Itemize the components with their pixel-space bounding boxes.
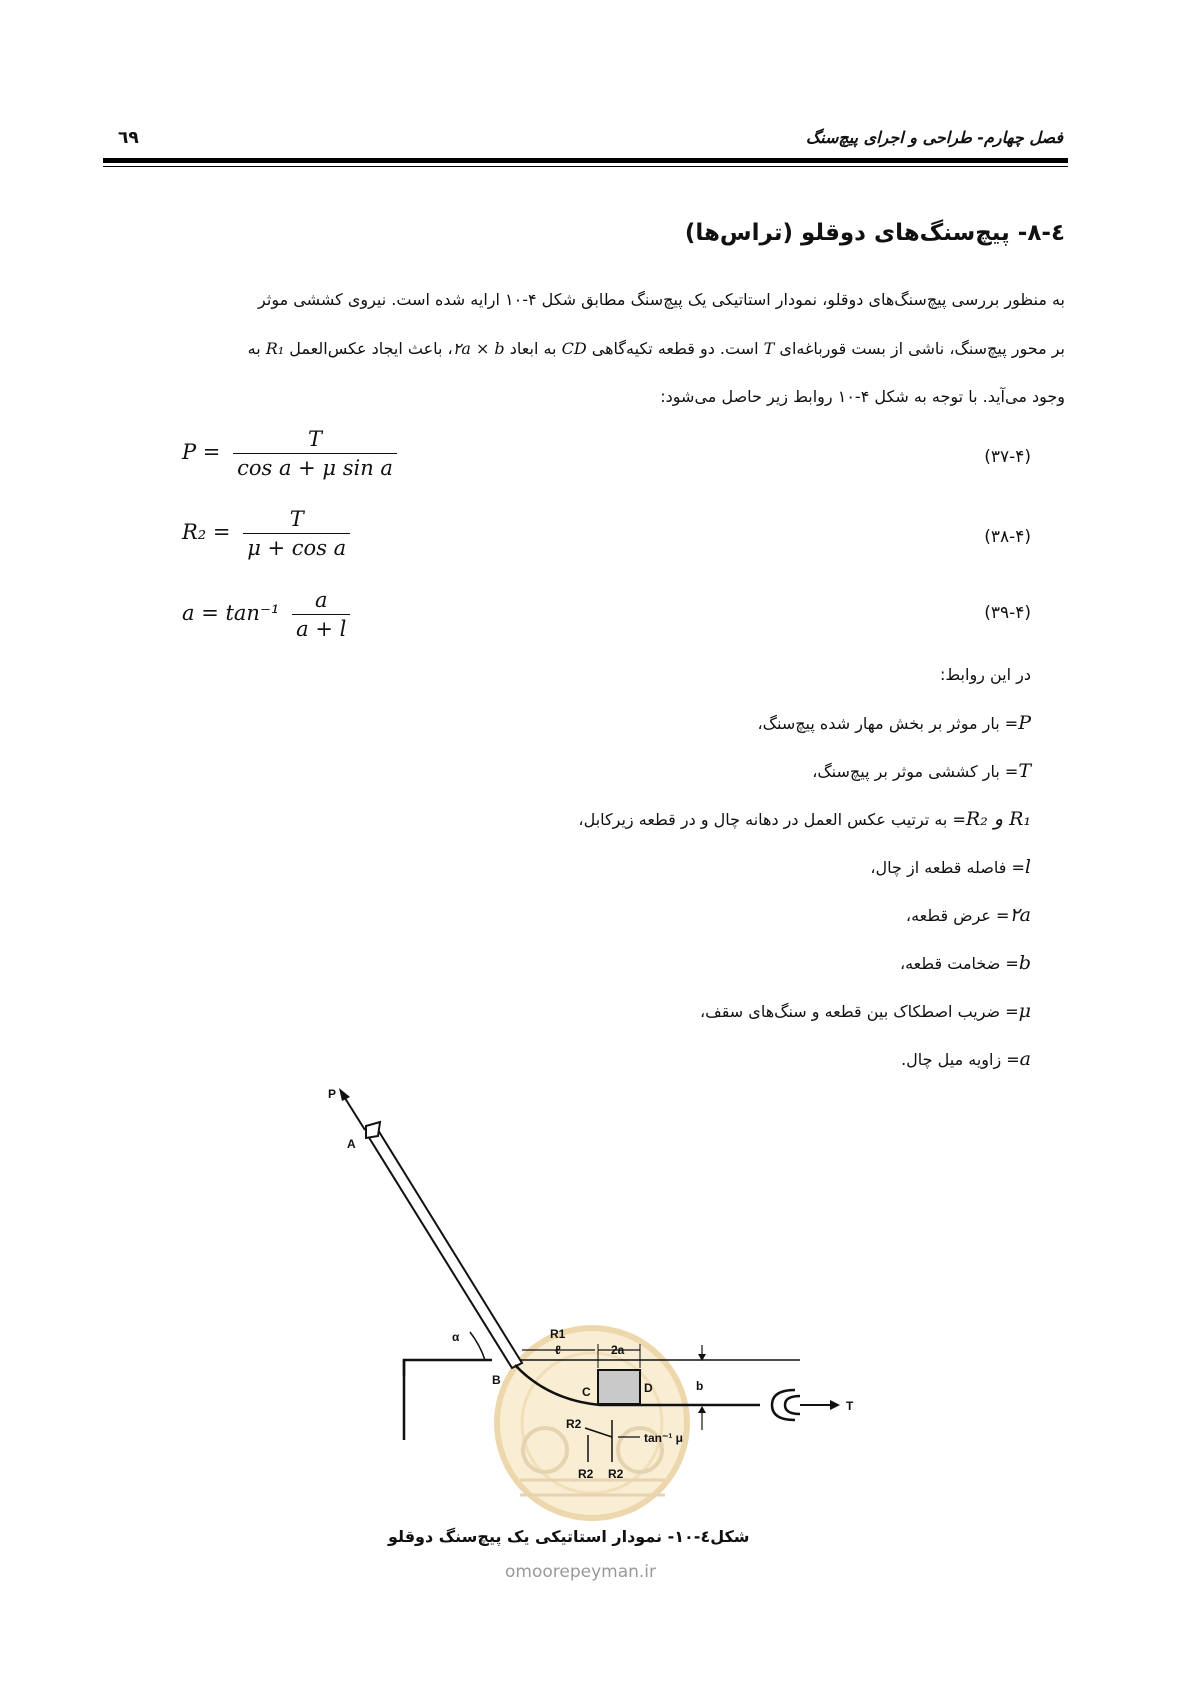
definition-mu bbox=[700, 1000, 1031, 1022]
definitions-intro: در این روابط: bbox=[939, 665, 1031, 684]
alpha-angle-arc bbox=[470, 1332, 485, 1360]
symbol-R1: R₁ bbox=[265, 339, 285, 358]
definition-text: = زاویه میل چال. bbox=[901, 1050, 1020, 1069]
definition-symbol: a bbox=[1019, 1048, 1031, 1070]
equation-lhs: P = bbox=[182, 440, 221, 464]
equation-number-39: (۳۹-۴) bbox=[984, 603, 1031, 623]
equation-denominator: cos a + μ sin a bbox=[233, 453, 397, 480]
equation-denominator: μ + cos a bbox=[243, 533, 350, 560]
equation-fraction bbox=[243, 507, 350, 560]
label-b: b bbox=[696, 1379, 704, 1393]
label-B: B bbox=[492, 1373, 501, 1387]
page-number: ٦٩ bbox=[118, 128, 139, 148]
equation-fraction bbox=[233, 427, 397, 480]
clamp-fixture bbox=[772, 1390, 795, 1420]
paragraph-line-1: به منظور بررسی پیچ‌سنگ‌های دوقلو، نمودار استاتیکی یک پیچ‌سنگ مطابق شکل ۴-۱۰ ارایه شده است. نیروی کششی موثر bbox=[258, 290, 1065, 309]
symbol-dimensions: ۲a × b bbox=[452, 339, 505, 358]
roof-surface-left bbox=[404, 1360, 492, 1376]
equation-lhs: R₂ = bbox=[182, 520, 231, 544]
equation-39 bbox=[182, 588, 350, 641]
inclined-cable bbox=[368, 1130, 522, 1368]
label-P: P bbox=[328, 1087, 337, 1101]
figure-caption: شکل٤-١٠- نمودار استاتیکی یک پیچ‌سنگ دوقلو bbox=[388, 1527, 750, 1546]
label-R2-left: R2 bbox=[566, 1417, 582, 1431]
symbol-T: T bbox=[763, 339, 775, 358]
label-alpha: α bbox=[452, 1330, 460, 1344]
label-T: T bbox=[846, 1399, 854, 1413]
symbol-CD: CD bbox=[561, 339, 587, 358]
label-A: A bbox=[347, 1137, 356, 1151]
equation-lhs: a = tan⁻¹ bbox=[182, 601, 280, 625]
definition-text: = ضخامت قطعه، bbox=[899, 954, 1019, 973]
definition-symbol: P bbox=[1018, 712, 1031, 734]
definition-b bbox=[900, 952, 1031, 974]
equation-38 bbox=[182, 507, 350, 560]
paragraph-text: است. دو قطعه تکیه‌گاهی bbox=[591, 339, 759, 358]
paragraph-line-3: وجود می‌آید. با توجه به شکل ۴-۱۰ روابط زیر حاصل می‌شود: bbox=[660, 387, 1065, 406]
equation-37 bbox=[182, 427, 397, 480]
support-block-CD bbox=[598, 1370, 640, 1404]
definition-text: = فاصله قطعه از چال، bbox=[870, 858, 1025, 877]
definition-T bbox=[812, 760, 1031, 782]
equation-numerator: a bbox=[314, 588, 328, 612]
label-R2: R2 bbox=[608, 1467, 624, 1481]
definition-symbol: R₁ و R₂ bbox=[965, 808, 1031, 830]
arrow-head-icon bbox=[339, 1088, 350, 1101]
label-R1: R1 bbox=[550, 1327, 566, 1341]
watermark-text: omoorepeyman.ir bbox=[505, 1562, 657, 1582]
definition-symbol: b bbox=[1018, 952, 1031, 974]
section-title: ٤-٨- پیچ‌سنگ‌های دوقلو (تراس‌ها) bbox=[684, 220, 1065, 246]
definition-text: = بار موثر بر بخش مهار شده پیچ‌سنگ، bbox=[757, 714, 1019, 733]
label-D: D bbox=[644, 1381, 653, 1395]
definition-text: = عرض قطعه، bbox=[905, 906, 1010, 925]
definition-symbol: T bbox=[1018, 760, 1031, 782]
label-R2-bar: R2 bbox=[578, 1467, 594, 1481]
header-rule-thin bbox=[103, 166, 1068, 167]
definition-symbol: l bbox=[1024, 856, 1031, 878]
paragraph-text: بر محور پیچ‌سنگ، ناشی از بست قورباغه‌ای bbox=[779, 339, 1065, 358]
force-P-arrow bbox=[343, 1095, 365, 1130]
watermark-logo bbox=[497, 1328, 687, 1518]
paragraph-text: ، باعث ایجاد عکس‌العمل bbox=[289, 339, 453, 358]
label-tan-mu: tan⁻¹ μ bbox=[644, 1431, 684, 1445]
equation-numerator: T bbox=[308, 427, 323, 451]
paragraph-line-2 bbox=[123, 339, 1065, 359]
definition-symbol: ۲a bbox=[1009, 904, 1031, 926]
equation-number-38: (۳۸-۴) bbox=[984, 527, 1031, 547]
definition-l bbox=[870, 856, 1031, 878]
chapter-title: فصل چهارم- طراحی و اجرای پیچ‌سنگ bbox=[805, 128, 1063, 147]
equation-numerator: T bbox=[289, 507, 304, 531]
header-rule-thick bbox=[103, 158, 1068, 163]
definition-P bbox=[758, 712, 1032, 734]
definition-symbol: μ bbox=[1018, 1000, 1031, 1022]
arrow-head-icon bbox=[698, 1406, 706, 1413]
equation-number-37: (۳۷-۴) bbox=[984, 447, 1031, 467]
definition-text: = به ترتیب عکس العمل در دهانه چال و در قطعه زیرکابل، bbox=[578, 810, 966, 829]
label-2a: 2a bbox=[611, 1343, 625, 1357]
definition-2a bbox=[906, 904, 1031, 926]
paragraph-text: به ابعاد bbox=[509, 339, 557, 358]
equation-denominator: a + l bbox=[292, 614, 350, 641]
cable-end-A bbox=[366, 1122, 380, 1138]
definition-a bbox=[901, 1048, 1031, 1070]
label-C: C bbox=[582, 1385, 591, 1399]
label-l: ℓ bbox=[555, 1343, 561, 1357]
definition-text: = ضریب اصطکاک بین قطعه و سنگ‌های سقف، bbox=[699, 1002, 1019, 1021]
arrow-head-icon bbox=[830, 1400, 840, 1410]
clamp-fixture bbox=[785, 1396, 800, 1414]
equation-fraction bbox=[292, 588, 350, 641]
figure-static-diagram bbox=[300, 1075, 880, 1525]
paragraph-text: به bbox=[247, 339, 261, 358]
definition-R1-R2 bbox=[578, 808, 1031, 830]
definition-text: = بار کششی موثر بر پیچ‌سنگ، bbox=[812, 762, 1019, 781]
